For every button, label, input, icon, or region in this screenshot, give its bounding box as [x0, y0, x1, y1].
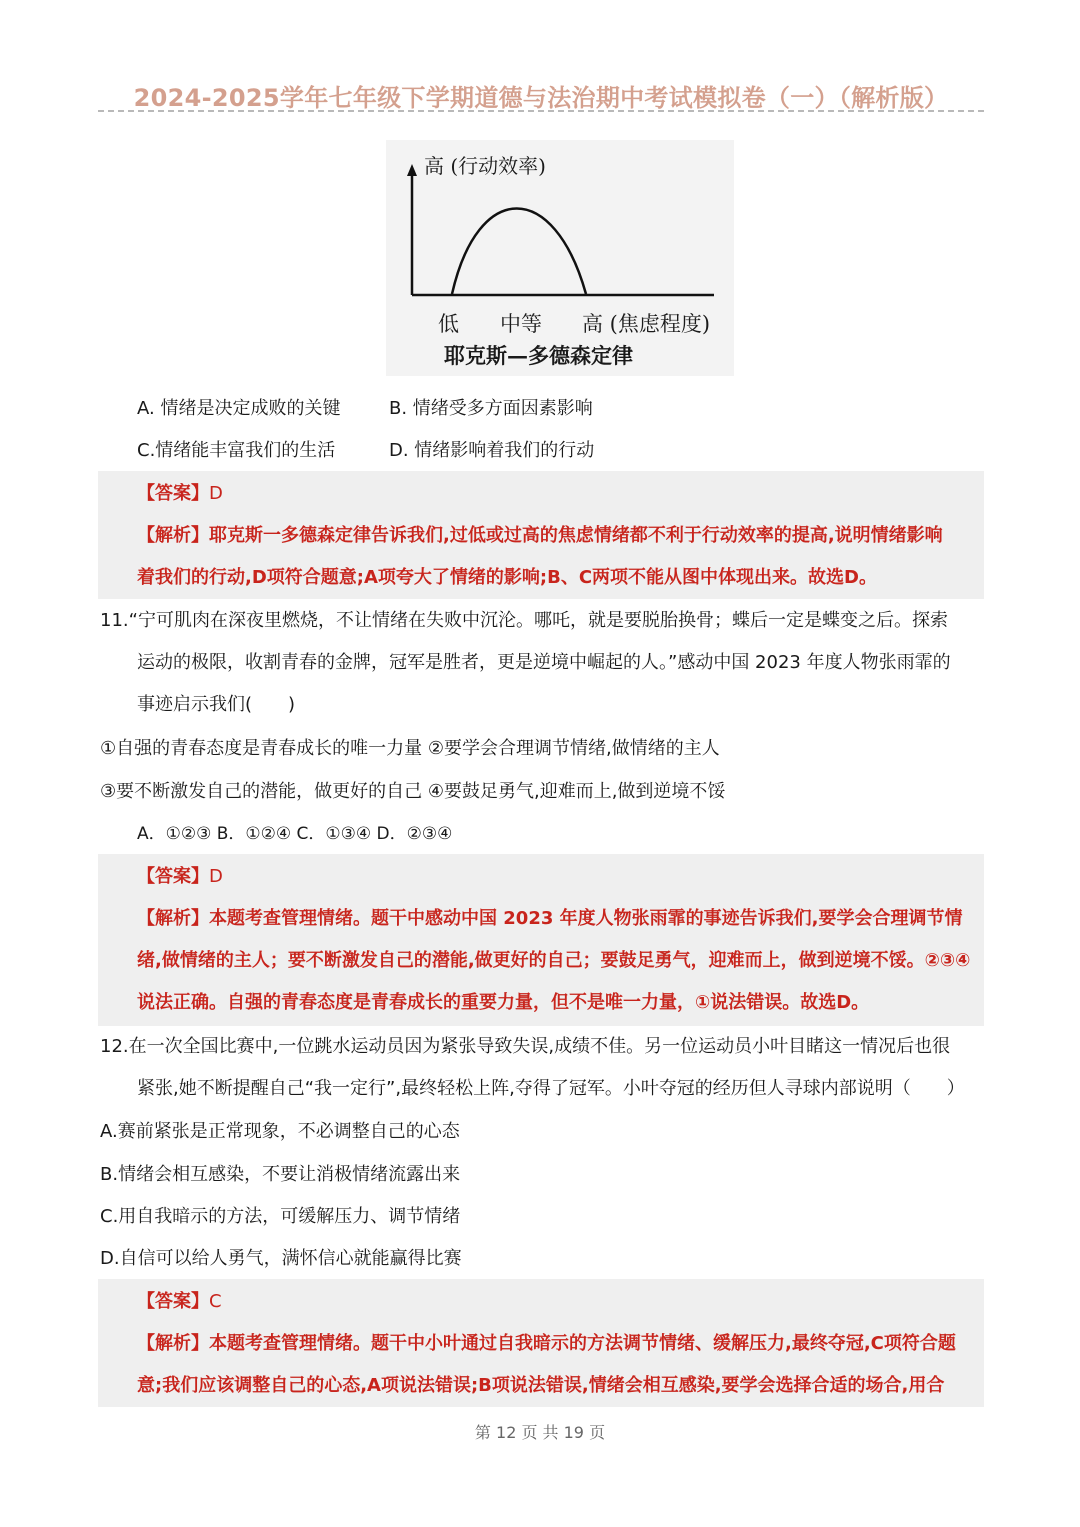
q12-stem-line-2: 紧张,她不断提醒自己“我一定行”,最终轻松上阵,夺得了冠军。小叶夺冠的经历但人寻球内部说明（ ）	[137, 1078, 965, 1099]
page-header-title: 2024-2025学年七年级下学期道德与法治期中考试模拟卷（一）（解析版）	[133, 84, 949, 112]
q11-stem-line-3: 事迹启示我们( )	[137, 694, 296, 715]
q11-answer	[137, 865, 223, 889]
q10-analysis-label: 【解析】	[137, 525, 209, 546]
q11-answer-label: 【答案】	[137, 866, 209, 887]
figure-caption: 耶克斯—多德森定律	[444, 343, 633, 368]
q11-statements-line-1: ①自强的青春态度是青春成长的唯一力量 ②要学会合理调节情绪,做情绪的主人	[100, 738, 720, 759]
q10-option-c: C.情绪能丰富我们的生活	[137, 440, 336, 461]
q10-option-a: A. 情绪是决定成败的关键	[137, 398, 341, 419]
q11-stem-line-1: 11.“宁可肌肉在深夜里燃烧，不让情绪在失败中沉沦。哪吒，就是要脱胎换骨；蝶后一定是蝶变之后。探索	[100, 610, 948, 631]
figure-y-axis-label: 高 (行动效率)	[424, 154, 546, 178]
q11-statements-line-2: ③要不断激发自己的潜能，做更好的自己 ④要鼓足勇气,迎难而上,做到逆境不馁	[100, 781, 726, 802]
yerkes-dodson-figure	[386, 140, 734, 376]
q11-analysis-line-2: 绪,做情绪的主人；要不断激发自己的潜能,做更好的自己；要鼓足勇气，迎难而上，做到逆境不馁。②③④	[137, 950, 971, 971]
y-axis-arrow	[407, 164, 417, 176]
q10-option-d: D. 情绪影响着我们的行动	[389, 440, 595, 461]
q10-analysis-text-1: 耶克斯一多德森定律告诉我们,过低或过高的焦虑情绪都不利于行动效率的提高,说明情绪影响	[209, 525, 943, 546]
q12-answer-label: 【答案】	[137, 1291, 209, 1312]
q12-answer-value: C	[209, 1291, 222, 1312]
q12-option-a: A.赛前紧张是正常现象，不必调整自己的心态	[100, 1121, 460, 1142]
q11-analysis-line-3: 说法正确。自强的青春态度是青春成长的重要力量，但不是唯一力量，①说法错误。故选D。	[137, 992, 870, 1013]
q12-analysis-label: 【解析】	[137, 1333, 209, 1354]
q10-analysis-line-2: 着我们的行动,D项符合题意;A项夸大了情绪的影响;B、C两项不能从图中体现出来。故选D。	[137, 567, 877, 588]
q11-stem-line-2: 运动的极限，收割青春的金牌，冠军是胜者，更是逆境中崛起的人。”感动中国 2023 年度人物张雨霏的	[137, 652, 951, 673]
q12-stem-line-1: 12.在一次全国比赛中,一位跳水运动员因为紧张导致失误,成绩不佳。另一位运动员小叶目睹这一情况后也很	[100, 1036, 951, 1057]
q10-answer	[137, 482, 223, 506]
q10-analysis-line-1	[137, 524, 943, 548]
q11-analysis-line-1	[137, 907, 962, 931]
inverted-u-curve	[452, 209, 586, 295]
figure-x-label-medium: 中等	[500, 312, 542, 336]
q10-answer-value: D	[209, 483, 223, 504]
q12-option-d: D.自信可以给人勇气，满怀信心就能赢得比赛	[100, 1248, 462, 1269]
header-divider	[98, 110, 984, 112]
q11-options: A．①②③ B．①②④ C．①③④ D．②③④	[137, 824, 453, 844]
q12-analysis-line-1	[137, 1332, 956, 1356]
q12-analysis-text-1: 本题考查管理情绪。题干中小叶通过自我暗示的方法调节情绪、缓解压力,最终夺冠,C项符合题	[209, 1333, 956, 1354]
q12-option-b: B.情绪会相互感染，不要让消极情绪流露出来	[100, 1164, 461, 1185]
q12-answer	[137, 1290, 222, 1314]
q11-analysis-label: 【解析】	[137, 908, 209, 929]
q12-analysis-line-2: 意;我们应该调整自己的心态,A项说法错误;B项说法错误,情绪会相互感染,要学会选择合适的场合,用合	[137, 1375, 945, 1396]
figure-x-label-low: 低	[438, 312, 459, 336]
figure-x-label-high: 高 (焦虑程度)	[582, 312, 711, 336]
q10-answer-label: 【答案】	[137, 483, 209, 504]
q11-analysis-text-1: 本题考查管理情绪。题干中感动中国 2023 年度人物张雨霏的事迹告诉我们,要学会合理调节情	[209, 908, 963, 929]
q12-option-c: C.用自我暗示的方法，可缓解压力、调节情绪	[100, 1206, 461, 1227]
q10-option-b: B. 情绪受多方面因素影响	[389, 398, 593, 419]
q11-answer-value: D	[209, 866, 223, 887]
page-footer-number: 第 12 页 共 19 页	[474, 1423, 606, 1442]
